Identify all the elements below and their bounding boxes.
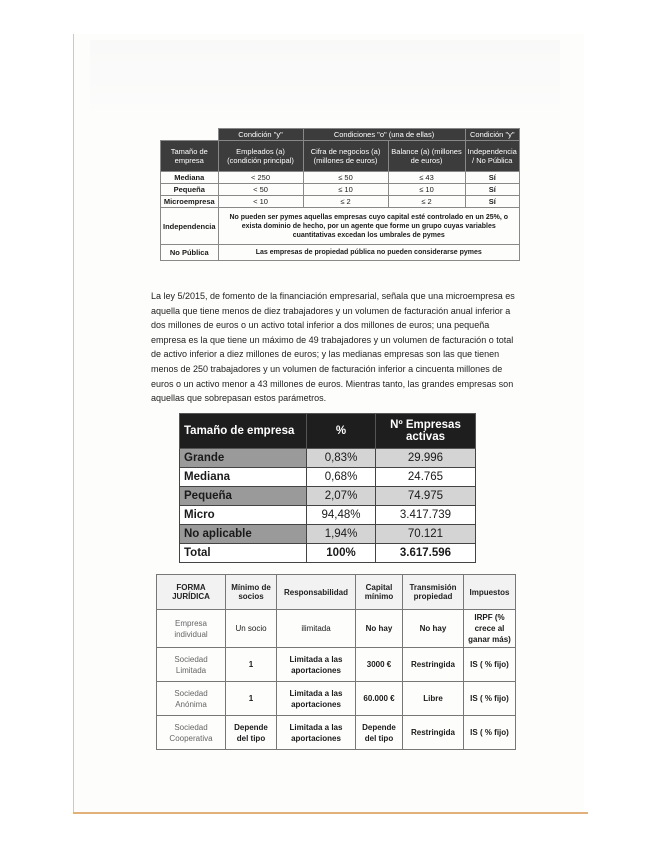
header-capital: Capital mínimo [356,575,403,610]
paper-edge [73,812,588,814]
table-row: Pequeña 2,07% 74.975 [180,487,476,506]
bleed-through-shadow [90,40,560,110]
table-row: Grande 0,83% 29.996 [180,449,476,468]
header-size: Tamaño de empresa [180,414,307,449]
table-row: Empresa individual Un socio ilimitada No hay No hay IRPF (% crece al ganar más) [157,610,516,648]
group-header-row [161,129,520,141]
header-percent: % [307,414,376,449]
active-companies-table [179,413,476,563]
col-header-employees: Empleados (a) (condición principal) [218,141,303,172]
header-row [180,414,476,449]
independence-row: Independencia No pueden ser pymes aquellas empresas cuyo capital esté controlado en un 25%, o exista dominio de hecho, por un agente que forme un grupo cuyas variables cuantitativas excedan los umbrales de pymes [161,208,520,245]
col-header-size: Tamaño de empresa [161,141,219,172]
column-header-row [161,141,520,172]
group-header-y2: Condición "y" [465,129,519,141]
table-row: Sociedad Anónima 1 Limitada a las aportaciones 60.000 € Libre IS ( % fijo) [157,682,516,716]
public-row: No Pública Las empresas de propiedad pública no pueden considerarse pymes [161,245,520,261]
law-paragraph: La ley 5/2015, de fomento de la financiación empresarial, señala que una microempresa es aquella que tiene menos de diez trabajadores y un volumen de facturación anual inferior a dos millones de euros o un activo total inferior a dos millones de euros; una pequeña empresa es la que tiene un máximo de 49 trabajadores y un volumen de facturación o total de activo inferior a diez millones de euros; y las medianas empresas son las que tienen menos de 250 trabajadores y un volumen de facturación inferior a cincuenta millones de euros o un activo menor a 43 millones de euros. Mientras tanto, las grandes empresas son aquellas que sobrepasan estos parámetros. [151,291,515,404]
sme-criteria-table [160,128,520,261]
header-impuestos: Impuestos [464,575,516,610]
table-row: Sociedad Limitada 1 Limitada a las aportaciones 3000 € Restringida IS ( % fijo) [157,648,516,682]
table-row: Mediana < 250 ≤ 50 ≤ 43 Sí [161,172,520,184]
table-row: Sociedad Cooperativa Depende del tipo Limitada a las aportaciones Depende del tipo Restringida IS ( % fijo) [157,716,516,750]
header-row [157,575,516,610]
header-socios: Mínimo de socios [226,575,277,610]
col-header-turnover: Cifra de negocios (a) (millones de euros) [303,141,388,172]
col-header-balance: Balance (a) (millones de euros) [388,141,465,172]
legal-forms-table [156,574,516,750]
group-header-o: Condiciones "o" (una de ellas) [303,129,465,141]
header-responsabilidad: Responsabilidad [277,575,356,610]
table-row: No aplicable 1,94% 70.121 [180,525,476,544]
table-row: Micro 94,48% 3.417.739 [180,506,476,525]
header-transmision: Transmisión propiedad [403,575,464,610]
header-count: Nº Empresas activas [376,414,476,449]
table-row: Mediana 0,68% 24.765 [180,468,476,487]
table-row: Microempresa < 10 ≤ 2 ≤ 2 Sí [161,196,520,208]
table-row: Pequeña < 50 ≤ 10 ≤ 10 Sí [161,184,520,196]
col-header-independence: Independencia / No Pública [465,141,519,172]
header-forma: FORMA JURÍDICA [157,575,226,610]
group-header-y: Condición "y" [218,129,303,141]
total-row: Total 100% 3.617.596 [180,544,476,563]
